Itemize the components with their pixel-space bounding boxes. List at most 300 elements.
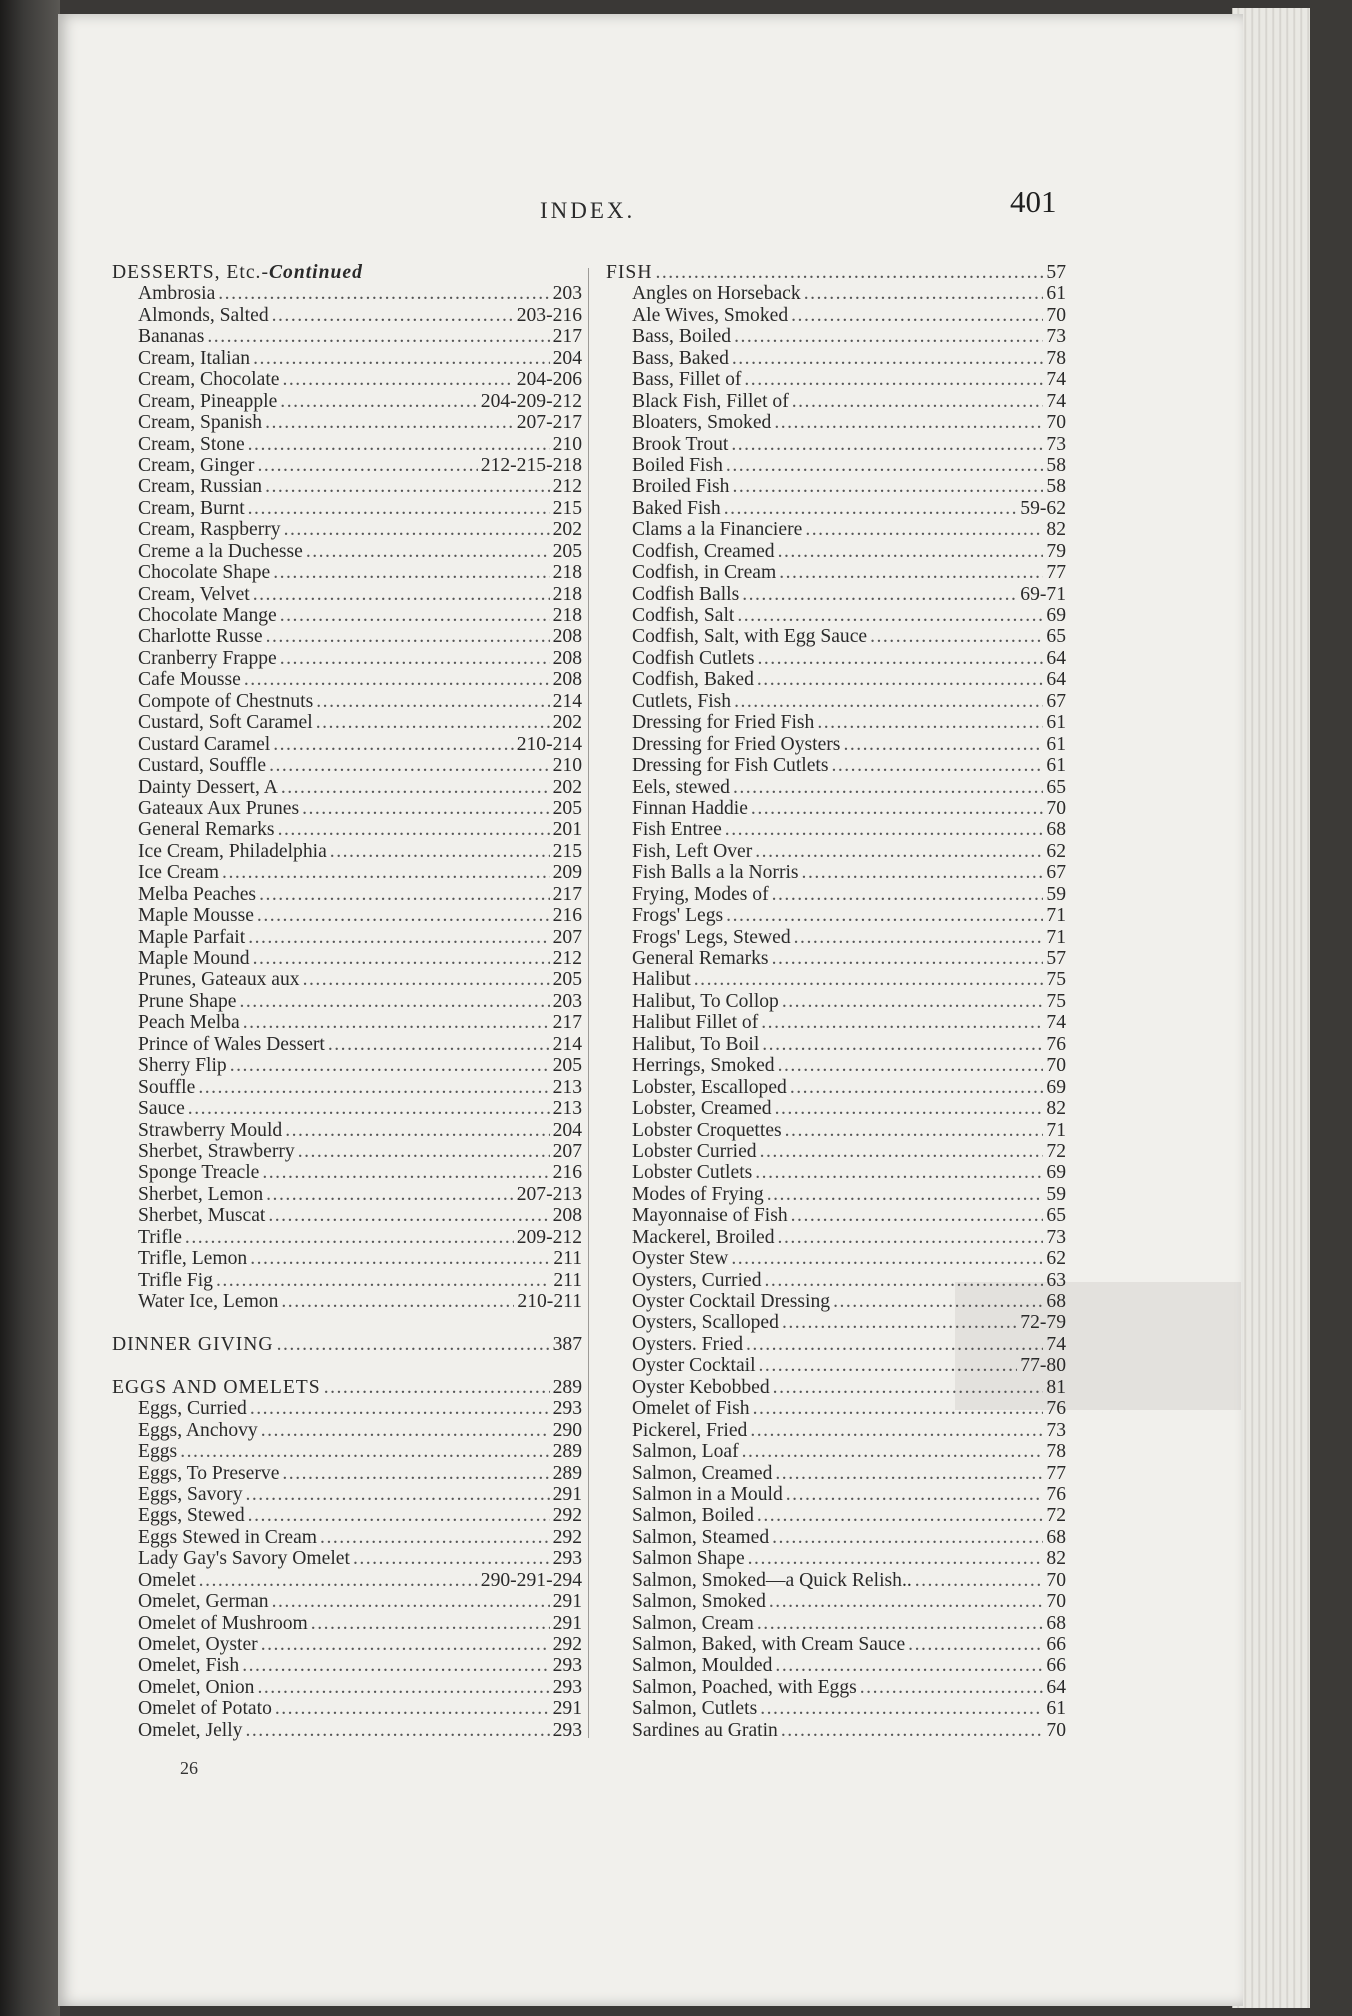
entry-page-number: 74 (1046, 1012, 1066, 1034)
dot-leader (742, 584, 1017, 605)
index-entry (112, 1184, 582, 1205)
index-entry (606, 819, 1066, 840)
dot-leader (253, 584, 550, 605)
dot-leader (775, 1463, 1043, 1484)
entry-label: Chocolate Shape (138, 562, 271, 584)
entry-label: Oyster Stew (632, 1248, 729, 1270)
index-entry (606, 1012, 1066, 1033)
entry-page-number: 290-291-294 (480, 1569, 582, 1591)
dot-leader (273, 734, 513, 755)
dot-leader (248, 927, 549, 948)
page-title: INDEX. (540, 198, 636, 223)
entry-page-number: 61 (1046, 733, 1066, 755)
index-entry (606, 734, 1066, 755)
index-entry (606, 669, 1066, 690)
dot-leader (253, 348, 550, 369)
index-entry (112, 1120, 582, 1141)
entry-page-number: 207 (552, 926, 582, 948)
entry-label: Codfish, Baked (632, 669, 754, 691)
entry-label: Codfish Cutlets (632, 647, 755, 669)
entry-page-number: 74 (1046, 369, 1066, 391)
index-entry (112, 1098, 582, 1119)
dot-leader (253, 948, 550, 969)
entry-page-number: 70 (1046, 412, 1066, 434)
entry-page-number: 59-62 (1020, 497, 1066, 519)
entry-page-number: 207 (552, 1140, 582, 1162)
entry-label: Fish, Left Over (632, 840, 753, 862)
index-entry (606, 1077, 1066, 1098)
index-entry (606, 455, 1066, 476)
entry-page-number: 291 (552, 1483, 582, 1505)
continued-label: Continued (268, 262, 363, 283)
index-entry (606, 862, 1066, 883)
entry-page-number: 65 (1046, 1205, 1066, 1227)
dot-leader (791, 305, 1043, 326)
dot-leader (207, 326, 549, 347)
entry-label: Trifle, Lemon (138, 1248, 248, 1270)
entry-page-number: 81 (1046, 1376, 1066, 1398)
dot-leader (259, 884, 550, 905)
index-entry (112, 391, 582, 412)
entry-page-number: 214 (552, 1033, 582, 1055)
entry-page-number: 58 (1046, 476, 1066, 498)
entry-page-number: 387 (552, 1333, 582, 1355)
entry-label: Frogs' Legs (632, 905, 724, 927)
entry-label: Cream, Spanish (138, 412, 263, 434)
index-entry (112, 1505, 582, 1526)
entry-label: Halibut, To Collop (632, 990, 779, 1012)
entry-label: Trifle (138, 1226, 182, 1248)
dot-leader (753, 1398, 1044, 1419)
entry-page-number: 204 (552, 1119, 582, 1141)
index-entry (606, 605, 1066, 626)
entry-page-number: 61 (1046, 712, 1066, 734)
entry-label: Souffle (138, 1076, 196, 1098)
index-entry (112, 1420, 582, 1441)
entry-page-number: 203 (552, 990, 582, 1012)
entry-page-number: 64 (1046, 647, 1066, 669)
dot-leader (805, 519, 1043, 540)
entry-label: Maple Mousse (138, 905, 254, 927)
dot-leader (266, 626, 550, 647)
entry-label: DESSERTS, Etc.- (112, 262, 269, 283)
dot-leader (767, 1184, 1044, 1205)
index-entry (606, 1034, 1066, 1055)
dot-leader (273, 562, 549, 583)
entry-label: Omelet, Fish (138, 1655, 240, 1677)
dot-leader (778, 541, 1044, 562)
dot-leader (222, 862, 550, 883)
dot-leader (746, 1334, 1043, 1355)
entry-label: Cream, Stone (138, 433, 245, 455)
entry-label: Prince of Wales Dessert (138, 1033, 325, 1055)
entry-label: Lobster, Creamed (632, 1098, 772, 1120)
dot-leader (655, 262, 1043, 283)
entry-page-number: 292 (552, 1505, 582, 1527)
index-entry (112, 412, 582, 433)
entry-page-number: 218 (552, 562, 582, 584)
dot-leader (272, 305, 514, 326)
entry-page-number: 82 (1046, 519, 1066, 541)
index-entry (606, 1570, 1066, 1591)
entry-page-number: 212-215-218 (480, 454, 582, 476)
dot-leader (744, 369, 1043, 390)
index-entry (112, 498, 582, 519)
entry-page-number: 218 (552, 583, 582, 605)
entry-label: Custard Caramel (138, 733, 271, 755)
entry-page-number: 82 (1046, 1098, 1066, 1120)
dot-leader (724, 498, 1018, 519)
index-entry (606, 1227, 1066, 1248)
entry-label: Omelet (138, 1569, 196, 1591)
entry-page-number: 289 (552, 1376, 582, 1398)
dot-leader (246, 1484, 550, 1505)
dot-leader (250, 1398, 550, 1419)
entry-page-number: 78 (1046, 347, 1066, 369)
entry-page-number: 58 (1046, 454, 1066, 476)
entry-page-number: 57 (1046, 948, 1066, 969)
entry-label: Sherbet, Muscat (138, 1205, 266, 1227)
entry-page-number: 66 (1046, 1634, 1066, 1655)
entry-page-number: 202 (552, 712, 582, 734)
index-entry (112, 1205, 582, 1226)
book-cover-edge (1310, 0, 1352, 2016)
index-entry (112, 1634, 582, 1655)
entry-label: Dainty Dessert, A (138, 776, 278, 798)
entry-label: Eggs, Anchovy (138, 1419, 258, 1441)
index-entry (606, 884, 1066, 905)
entry-page-number: 62 (1046, 1248, 1066, 1270)
entry-page-number: 59 (1046, 1183, 1066, 1205)
index-entry (606, 1098, 1066, 1119)
entry-label: Oysters. Fried (632, 1333, 744, 1355)
index-entry (112, 712, 582, 733)
entry-label: Charlotte Russe (138, 626, 263, 648)
entry-page-number: 208 (552, 1205, 582, 1227)
index-entry (112, 455, 582, 476)
entry-page-number: 201 (552, 819, 582, 841)
entry-label: Bloaters, Smoked (632, 412, 772, 434)
entry-page-number: 62 (1046, 840, 1066, 862)
entry-label: Lobster, Escalloped (632, 1076, 787, 1098)
entry-page-number: 217 (552, 883, 582, 905)
dot-leader (244, 669, 550, 690)
entry-label: General Remarks (632, 948, 769, 969)
dot-leader (831, 755, 1043, 776)
index-entry (112, 669, 582, 690)
entry-label: Modes of Frying (632, 1183, 764, 1205)
entry-label: Water Ice, Lemon (138, 1291, 279, 1312)
entry-label: Cranberry Frappe (138, 647, 277, 669)
entry-page-number: 72 (1046, 1505, 1066, 1527)
entry-page-number: 61 (1046, 283, 1066, 305)
index-entry (606, 562, 1066, 583)
dot-leader (248, 1505, 550, 1526)
entry-page-number: 64 (1046, 1676, 1066, 1698)
entry-page-number: 70 (1046, 304, 1066, 326)
entry-label: Oyster Cocktail (632, 1355, 756, 1377)
entry-label: Salmon, Smoked (632, 1591, 766, 1613)
entry-label: Cafe Mousse (138, 669, 241, 691)
entry-label: Custard, Soft Caramel (138, 712, 313, 734)
entry-label: Compote of Chestnuts (138, 690, 314, 712)
entry-page-number: 207-217 (516, 412, 582, 434)
index-entry (606, 434, 1066, 455)
spacer (112, 1355, 582, 1376)
entry-page-number: 205 (552, 797, 582, 819)
index-entry (112, 1613, 582, 1634)
entry-label: Finnan Haddie (632, 797, 748, 819)
index-entry (606, 905, 1066, 926)
dot-leader (282, 369, 513, 390)
entry-page-number: 217 (552, 326, 582, 348)
entry-page-number: 290 (552, 1419, 582, 1441)
dot-leader (277, 1334, 550, 1355)
dot-leader (760, 1141, 1044, 1162)
index-entry (112, 476, 582, 497)
dot-leader (755, 841, 1043, 862)
dot-leader (755, 1162, 1043, 1183)
dot-leader (760, 1698, 1043, 1719)
entry-label: Halibut Fillet of (632, 1012, 759, 1034)
entry-label: Dressing for Fried Oysters (632, 733, 841, 755)
entry-label: Mayonnaise of Fish (632, 1205, 788, 1227)
entry-page-number: 69 (1046, 1162, 1066, 1184)
entry-label: Ambrosia (138, 283, 216, 305)
entry-label: Cream, Burnt (138, 497, 245, 519)
entry-label: DINNER GIVING (112, 1333, 274, 1355)
index-entry (606, 348, 1066, 369)
entry-label: Ale Wives, Smoked (632, 304, 789, 326)
index-entry (606, 519, 1066, 540)
entry-label: Clams a la Financiere (632, 519, 803, 541)
entry-page-number: 289 (552, 1462, 582, 1484)
entry-page-number: 68 (1046, 1526, 1066, 1548)
index-entry (112, 605, 582, 626)
entry-page-number: 207-213 (516, 1183, 582, 1205)
entry-page-number: 68 (1046, 1291, 1066, 1312)
entry-page-number: 293 (552, 1719, 582, 1741)
entry-label: Black Fish, Fillet of (632, 390, 789, 412)
dot-leader (786, 1484, 1044, 1505)
entry-page-number: 61 (1046, 755, 1066, 777)
entry-label: Maple Parfait (138, 926, 246, 948)
index-entry (112, 755, 582, 776)
index-entry (112, 305, 582, 326)
index-entry (606, 1141, 1066, 1162)
entry-label: EGGS AND OMELETS (112, 1376, 321, 1398)
entry-label: Bass, Fillet of (632, 369, 742, 391)
entry-page-number: 292 (552, 1526, 582, 1548)
entry-page-number: 202 (552, 519, 582, 541)
entry-label: Cutlets, Fish (632, 690, 732, 712)
entry-page-number: 70 (1046, 1569, 1066, 1591)
entry-page-number: 67 (1046, 862, 1066, 884)
entry-page-number: 76 (1046, 1033, 1066, 1055)
entry-page-number: 69 (1046, 1076, 1066, 1098)
index-entry (606, 712, 1066, 733)
dot-leader (757, 648, 1043, 669)
index-entry (112, 884, 582, 905)
entry-label: Codfish, Creamed (632, 540, 775, 562)
entry-label: Almonds, Salted (138, 304, 269, 326)
index-entry (606, 1270, 1066, 1291)
index-entry (112, 734, 582, 755)
entry-label: Cream, Pineapple (138, 390, 278, 412)
dot-leader (772, 948, 1044, 969)
entry-label: Melba Peaches (138, 883, 257, 905)
entry-page-number: 71 (1046, 905, 1066, 927)
index-entry (606, 1634, 1066, 1655)
index-entry (606, 1420, 1066, 1441)
entry-label: Salmon Shape (632, 1548, 745, 1570)
index-entry (112, 1034, 582, 1055)
entry-page-number: 76 (1046, 1398, 1066, 1420)
index-entry (606, 1591, 1066, 1612)
entry-page-number: 71 (1046, 1119, 1066, 1141)
entry-label: Bass, Boiled (632, 326, 732, 348)
index-entry (606, 1355, 1066, 1376)
entry-label: Salmon in a Mould (632, 1483, 783, 1505)
entry-label: Sardines au Gratin (632, 1719, 778, 1741)
dot-leader (775, 1655, 1043, 1676)
dot-leader (908, 1634, 1043, 1655)
dot-leader (761, 1012, 1043, 1033)
index-entry (112, 1227, 582, 1248)
entry-label: Lady Gay's Savory Omelet (138, 1548, 350, 1570)
entry-label: Eggs, Stewed (138, 1505, 245, 1527)
entry-page-number: 63 (1046, 1269, 1066, 1291)
dot-leader (311, 1613, 550, 1634)
entry-page-number: 74 (1046, 390, 1066, 412)
dot-leader (733, 777, 1043, 798)
index-entry (606, 927, 1066, 948)
entry-page-number: 211 (553, 1248, 582, 1270)
entry-label: Mackerel, Broiled (632, 1226, 775, 1248)
entry-label: Cream, Raspberry (138, 519, 281, 541)
index-heading (606, 262, 1066, 283)
entry-page-number: 293 (552, 1655, 582, 1677)
dot-leader (280, 605, 550, 626)
dot-leader (266, 1184, 514, 1205)
entry-label: Sherbet, Lemon (138, 1183, 264, 1205)
index-entry (606, 648, 1066, 669)
index-entry (112, 626, 582, 647)
entry-label: Salmon, Smoked—a Quick Relish.. (632, 1569, 912, 1591)
entry-label: Salmon, Moulded (632, 1655, 773, 1677)
entry-page-number: 74 (1046, 1333, 1066, 1355)
dot-leader (272, 1591, 550, 1612)
dot-leader (833, 1291, 1043, 1312)
entry-page-number: 77 (1046, 1462, 1066, 1484)
index-entry (112, 1591, 582, 1612)
dot-leader (759, 1355, 1018, 1376)
entry-page-number: 214 (552, 690, 582, 712)
index-entry (606, 1613, 1066, 1634)
dot-leader (257, 905, 550, 926)
index-column-left (112, 262, 582, 1741)
entry-label: Bananas (138, 326, 205, 348)
dot-leader (732, 476, 1043, 497)
index-entry (606, 1120, 1066, 1141)
index-entry (606, 1398, 1066, 1419)
entry-label: Boiled Fish (632, 454, 723, 476)
dot-leader (180, 1441, 549, 1462)
entry-label: Angles on Horseback (632, 283, 801, 305)
entry-page-number: 292 (552, 1634, 582, 1655)
index-entry (112, 1677, 582, 1698)
dot-leader (779, 562, 1043, 583)
entry-label: Eggs (138, 1441, 178, 1463)
dot-leader (316, 691, 549, 712)
entry-page-number: 216 (552, 905, 582, 927)
dot-leader (725, 819, 1044, 840)
entry-label: Salmon, Baked, with Cream Sauce (632, 1634, 906, 1655)
index-entry (606, 498, 1066, 519)
entry-label: Creme a la Duchesse (138, 540, 303, 562)
dot-leader (248, 498, 550, 519)
entry-label: Frogs' Legs, Stewed (632, 926, 791, 948)
index-entry (606, 1463, 1066, 1484)
dot-leader (265, 476, 550, 497)
dot-leader (734, 326, 1043, 347)
index-entry (606, 1334, 1066, 1355)
dot-leader (245, 1720, 549, 1741)
entry-label: Chocolate Mange (138, 605, 277, 626)
index-entry (606, 1677, 1066, 1698)
dot-leader (328, 1034, 550, 1055)
entry-label: Salmon, Creamed (632, 1462, 773, 1484)
index-entry (606, 541, 1066, 562)
index-entry (112, 927, 582, 948)
entry-page-number: 291 (552, 1698, 582, 1720)
entry-page-number: 211 (553, 1269, 582, 1291)
index-entry (606, 755, 1066, 776)
dot-leader (757, 669, 1044, 690)
index-entry (606, 1505, 1066, 1526)
index-entry (606, 476, 1066, 497)
index-entry (112, 1720, 582, 1741)
entry-page-number: 210-211 (517, 1291, 582, 1312)
entry-label: Salmon, Loaf (632, 1441, 739, 1463)
index-entry (112, 819, 582, 840)
entry-label: Trifle Fig (138, 1269, 213, 1291)
entry-label: Pickerel, Fried (632, 1419, 748, 1441)
entry-page-number: 209 (552, 862, 582, 884)
entry-page-number: 215 (552, 840, 582, 862)
entry-label: Custard, Souffle (138, 755, 267, 777)
dot-leader (230, 1055, 550, 1076)
dot-leader (216, 1270, 550, 1291)
dot-leader (248, 434, 550, 455)
dot-leader (781, 1720, 1044, 1741)
index-entry (606, 326, 1066, 347)
entry-page-number: 68 (1046, 819, 1066, 841)
index-entry (112, 777, 582, 798)
dot-leader (243, 1012, 550, 1033)
index-entry (606, 691, 1066, 712)
dot-leader (782, 1312, 1017, 1333)
entry-page-number: 64 (1046, 669, 1066, 691)
entry-label: Salmon, Poached, with Eggs (632, 1676, 857, 1698)
index-entry (606, 777, 1066, 798)
entry-page-number: 291 (552, 1612, 582, 1634)
dot-leader (870, 626, 1043, 647)
entry-label: Cream, Russian (138, 476, 263, 498)
entry-label: Baked Fish (632, 497, 721, 519)
entry-label: Strawberry Mould (138, 1119, 283, 1141)
entry-page-number: 213 (552, 1098, 582, 1120)
